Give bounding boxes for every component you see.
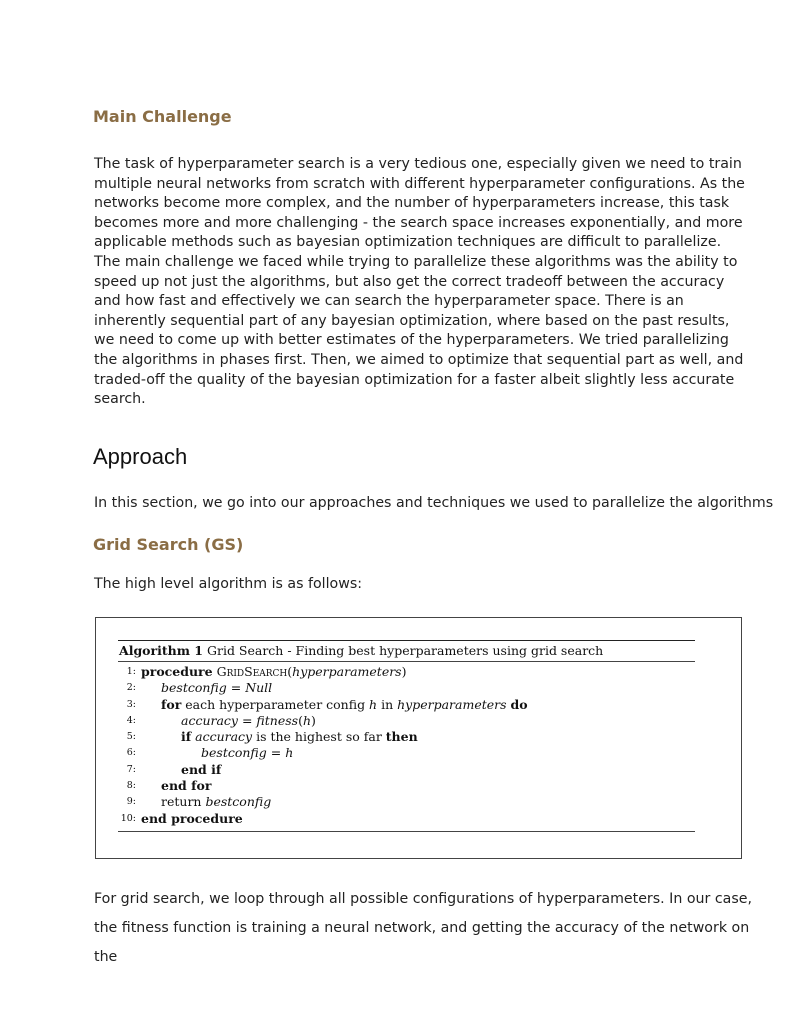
algorithm-line-6 — [118, 745, 695, 761]
keyword-for: for — [161, 696, 182, 712]
algorithm-figure — [95, 617, 742, 859]
keyword-do: do — [510, 696, 528, 712]
grid-search-intro: The high level algorithm is as follows: — [94, 576, 363, 592]
procedure-name: GridSearch — [216, 664, 288, 679]
var-accuracy: accuracy — [181, 712, 238, 728]
algorithm-line-7 — [118, 762, 695, 778]
keyword-return: return — [161, 794, 206, 810]
equals-sign: = — [226, 680, 246, 696]
condition-text: is the highest so far — [252, 729, 386, 745]
algorithm-lines — [118, 662, 695, 827]
algorithm-line-5 — [118, 729, 695, 745]
line-number: 7: — [126, 763, 136, 775]
algorithm-label: Algorithm 1 — [119, 643, 203, 658]
keyword-end-if: end if — [181, 761, 222, 777]
equals-sign: = — [266, 745, 286, 761]
line-number: 2: — [126, 682, 136, 694]
keyword-end-for: end for — [161, 778, 212, 794]
algorithm-line-10 — [118, 811, 695, 827]
line-number: 1: — [126, 666, 136, 677]
var-h: h — [285, 745, 294, 761]
approach-heading: Approach — [93, 444, 188, 469]
algorithm-line-8 — [118, 778, 695, 794]
keyword-end-procedure: end procedure — [141, 810, 243, 826]
var-h: h — [302, 712, 312, 728]
var-accuracy: accuracy — [195, 729, 253, 745]
algorithm-caption-text: Grid Search - Finding best hyperparameters using grid search — [206, 643, 604, 658]
line-number: 8: — [126, 780, 136, 792]
value-null: Null — [245, 680, 273, 696]
algorithm-line-3 — [118, 697, 695, 713]
main-challenge-body — [94, 155, 749, 410]
keyword-if: if — [181, 729, 192, 745]
grid-search-paragraph: For grid search, we loop through all possible configurations of hyperparameters. In our case, the fitness function is training a neural network, and getting the accuracy of the network on the — [94, 891, 753, 965]
main-challenge-heading: Main Challenge — [93, 107, 232, 126]
func-fitness: fitness — [256, 712, 299, 728]
algorithm-block — [118, 640, 695, 832]
main-challenge-paragraph-2: The main challenge we faced while trying to parallelize these algorithms was the ability to speed up not just the algorithms, but also get the correct tradeoff between the accuracy and how fast and effectively we can search the hyperparameter space. There is an inherently sequential part of any bayesian optimization, where based on the past results, we need to come up with better estimates of the hyperparameters. We tried parallelizing the algorithms in phases first. Then, we aimed to optimize that sequential part as well, and traded-off the quality of the bayesian optimization for a faster albeit slightly less accurate search. — [94, 253, 744, 408]
var-hyperparameters: hyperparameters — [397, 696, 507, 712]
approach-intro: In this section, we go into our approaches and techniques we used to parallelize the algorithms — [94, 495, 774, 511]
line-number: 3: — [126, 698, 136, 710]
line-number: 4: — [126, 714, 136, 726]
var-bestconfig: bestconfig — [161, 680, 227, 696]
line-number: 5: — [126, 731, 136, 743]
loop-text: each hyperparameter config — [181, 696, 370, 712]
main-challenge-paragraph-1: The task of hyperparameter search is a very tedious one, especially given we need to train multiple neural networks from scratch with different hyperparameter configurations. As the networks become more complex, and the number of hyperparameters increase, this task becomes more and more challenging - the search space increases exponentially, and more applicable methods such as bayesian optimization techniques are difficult to parallelize. — [94, 156, 745, 251]
line-number: 9: — [126, 796, 136, 808]
algorithm-line-9 — [118, 794, 695, 810]
algorithm-caption — [118, 641, 695, 661]
algorithm-line-4: 4: accuracy = fitness(h) — [118, 713, 695, 729]
var-bestconfig: bestconfig — [201, 745, 267, 761]
grid-search-heading: Grid Search (GS) — [93, 535, 244, 554]
algorithm-line-1: 1: procedure GridSearch(hyperparameters) — [118, 664, 695, 680]
procedure-argument: hyperparameters — [292, 664, 402, 679]
var-bestconfig: bestconfig — [205, 794, 272, 810]
keyword-procedure: procedure — [141, 664, 213, 679]
keyword-then: then — [385, 729, 418, 745]
algorithm-line-2 — [118, 680, 695, 696]
equals-sign: = — [238, 712, 257, 728]
line-number: 10: — [120, 812, 136, 824]
loop-in: in — [377, 696, 398, 712]
line-number: 6: — [126, 747, 136, 759]
algorithm-bottom-rule — [118, 831, 695, 832]
var-h: h — [369, 696, 378, 712]
